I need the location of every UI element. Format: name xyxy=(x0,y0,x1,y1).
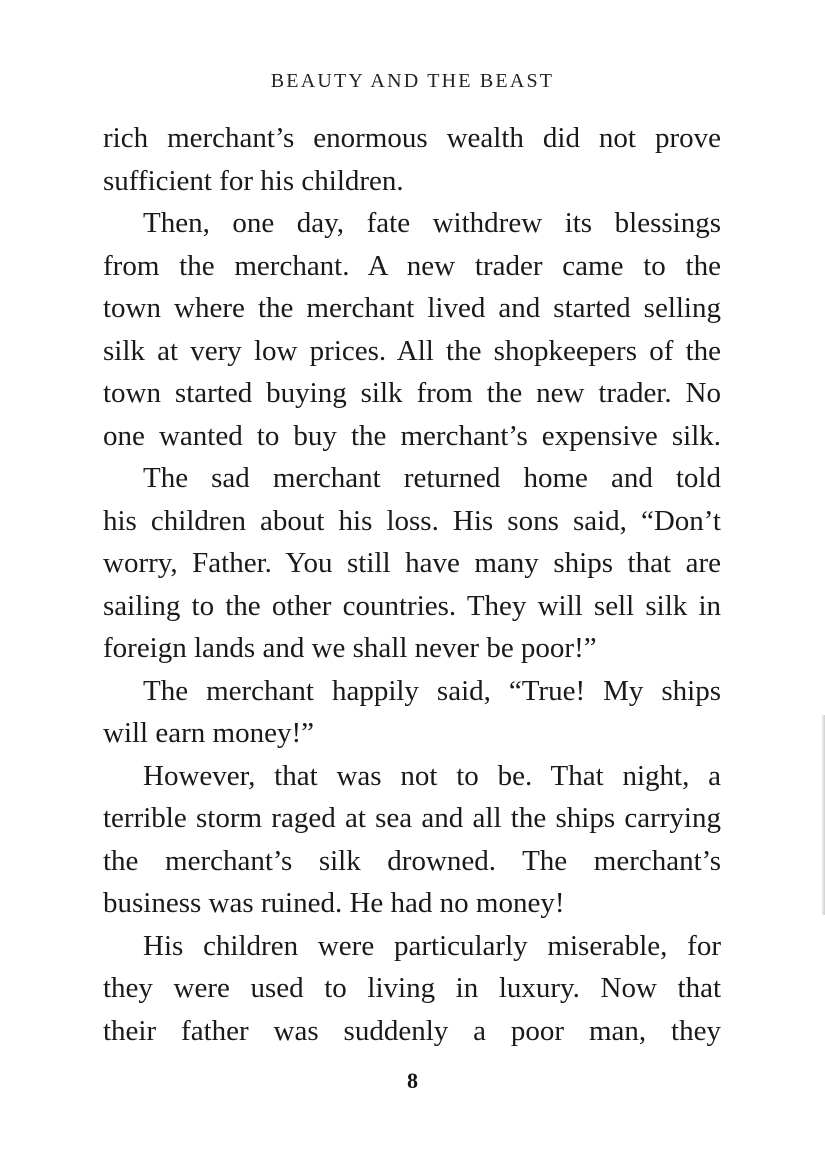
text-line: foreign lands and we shall never be poor!” xyxy=(103,632,597,664)
text-line: their father was suddenly a poor man, they xyxy=(103,1014,721,1047)
text-line: silk at very low prices. All the shopkeepers of the xyxy=(103,334,721,367)
text-line: his children about his loss. His sons said, “Don’t xyxy=(103,504,721,537)
text-line: sufficient for his children. xyxy=(103,164,404,197)
text-line: Then, one day, fate withdrew its blessings xyxy=(143,207,721,239)
text-line: business was ruined. He had no money! xyxy=(103,887,565,919)
text-line: the merchant’s silk drowned. The merchant’s xyxy=(103,844,721,877)
text-line: The merchant happily said, “True! My ships xyxy=(143,674,721,707)
text-line: His children were particularly miserable, for xyxy=(143,929,721,962)
text-line: town where the merchant lived and started selling xyxy=(103,292,721,324)
text-line: they were used to living in luxury. Now that xyxy=(103,972,721,1004)
page-edge-shadow xyxy=(821,715,825,915)
text-line: town started buying silk from the new trader. No xyxy=(103,377,721,409)
text-line: one wanted to buy the merchant’s expensive silk. xyxy=(103,419,721,452)
text-line: The sad merchant returned home and told xyxy=(143,462,721,494)
body-text xyxy=(103,117,721,1052)
page-number: 8 xyxy=(407,1068,418,1093)
text-line: from the merchant. A new trader came to the xyxy=(103,249,721,282)
text-line: rich merchant’s enormous wealth did not prove xyxy=(103,122,721,154)
text-line: terrible storm raged at sea and all the ships carrying xyxy=(103,802,721,834)
text-line: will earn money!” xyxy=(103,717,314,749)
running-head: BEAUTY AND THE BEAST xyxy=(270,70,555,92)
text-line: worry, Father. You still have many ships that are xyxy=(103,547,721,579)
text-line: However, that was not to be. That night, a xyxy=(143,759,721,792)
text-line: sailing to the other countries. They will sell silk in xyxy=(103,589,721,622)
